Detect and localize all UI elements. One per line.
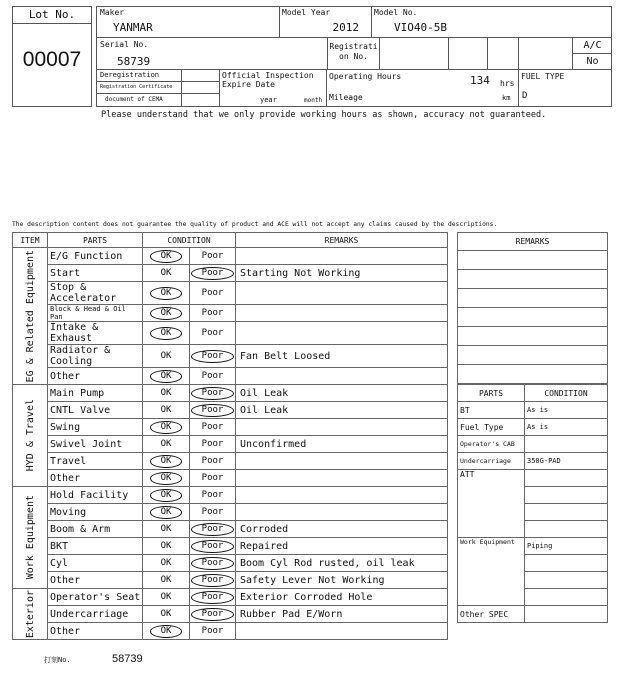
ok-label: OK (160, 405, 172, 415)
registration-cell-4 (519, 38, 573, 70)
part-name: Swivel Joint (48, 436, 143, 453)
deregistration-label: Deregistration (97, 70, 182, 82)
table-row (13, 589, 448, 606)
fuel-type-value: D (522, 91, 528, 101)
att-cell (525, 487, 608, 504)
poor-selected-circle: Poor (191, 557, 235, 570)
inspection-label-1: Official Inspection (222, 71, 314, 80)
ok-label: OK (160, 592, 172, 602)
poor-label: Poor (201, 439, 224, 449)
hours-notice: Please understand that we only provide working hours as shown, accuracy not guaranteed. (101, 110, 547, 120)
inspection-table (12, 232, 448, 640)
table-row (13, 402, 448, 419)
table-row (13, 470, 448, 487)
right-remarks-header: REMARKS (458, 233, 608, 251)
right-remarks-cell (458, 327, 608, 346)
table-row (13, 322, 448, 345)
table-row (13, 521, 448, 538)
right-remarks-cell (458, 346, 608, 365)
spec-table (457, 384, 608, 623)
poor-label: Poor (201, 507, 224, 517)
hours-cell (327, 70, 519, 107)
part-name: Other (48, 470, 143, 487)
condition-ok[interactable] (143, 589, 190, 606)
remarks-cell (236, 504, 448, 521)
stamp-value: 58739 (112, 653, 143, 665)
remarks-cell (236, 282, 448, 305)
att-cell (525, 470, 608, 487)
ok-selected-circle: OK (150, 625, 183, 638)
lot-box (12, 6, 92, 107)
ok-label: OK (160, 558, 172, 568)
serial-value: 58739 (117, 55, 151, 68)
table-row (13, 265, 448, 282)
spec-part: BT (458, 402, 525, 419)
table-row (13, 572, 448, 589)
condition-ok[interactable] (143, 453, 190, 470)
hrs-unit: hrs (500, 79, 515, 88)
table-row (13, 385, 448, 402)
table-row (13, 282, 448, 305)
item-group (13, 487, 48, 589)
condition-poor[interactable] (190, 368, 236, 385)
spec-condition-header: CONDITION (525, 385, 608, 402)
remarks-cell: Corroded (236, 521, 448, 538)
table-header-row (13, 233, 448, 248)
reg-cert-label: Registration Certificate (97, 82, 182, 94)
spec-condition: As is (525, 419, 608, 436)
table-row (13, 368, 448, 385)
other-spec-label: Other SPEC (458, 606, 525, 623)
poor-label: Poor (201, 288, 224, 298)
work-equipment-value: Piping (525, 538, 608, 555)
item-group (13, 589, 48, 640)
part-name: Undercarriage (48, 606, 143, 623)
condition-ok[interactable] (143, 555, 190, 572)
poor-label: Poor (201, 490, 224, 500)
condition-poor[interactable] (190, 538, 236, 555)
spec-row (458, 436, 608, 453)
part-name: Other (48, 572, 143, 589)
model-no-label: Model No. (374, 8, 418, 17)
spec-part: Fuel Type (458, 419, 525, 436)
item-group-label: Work Equipment (24, 495, 36, 580)
condition-ok[interactable] (143, 385, 190, 402)
remarks-cell: Safety Lever Not Working (236, 572, 448, 589)
condition-poor[interactable] (190, 453, 236, 470)
table-row (13, 453, 448, 470)
condition-header: CONDITION (143, 233, 236, 248)
condition-ok[interactable] (143, 572, 190, 589)
ok-selected-circle: OK (150, 250, 183, 263)
part-name: Main Pump (48, 385, 143, 402)
part-name: Moving (48, 504, 143, 521)
item-group-label: HYD & Travel (24, 399, 36, 472)
remarks-cell: Fan Belt Loosed (236, 345, 448, 368)
poor-label: Poor (201, 328, 224, 338)
condition-ok[interactable] (143, 470, 190, 487)
remarks-header: REMARKS (236, 233, 448, 248)
item-group-label: Exterior (24, 589, 36, 639)
ok-selected-circle: OK (150, 307, 183, 320)
maker-cell (97, 7, 280, 38)
ac-label: A/C (573, 38, 612, 54)
item-group-label: EG & Related Equipment (24, 249, 36, 383)
month-label: month (304, 97, 323, 104)
stamp-label: 打刻No. (44, 656, 71, 664)
work-equipment-label: Work Equipment (458, 538, 525, 606)
inspection-label-2: Expire Date (222, 80, 275, 89)
condition-ok[interactable] (143, 368, 190, 385)
right-remarks-cell (458, 289, 608, 308)
poor-selected-circle: Poor (191, 608, 235, 621)
poor-label: Poor (201, 251, 224, 261)
part-name: Stop & Accelerator (48, 282, 143, 305)
ok-label: OK (160, 575, 172, 585)
remarks-cell: Boom Cyl Rod rusted, oil leak (236, 555, 448, 572)
parts-header: PARTS (48, 233, 143, 248)
right-remarks-cell (458, 270, 608, 289)
table-row (13, 248, 448, 265)
ok-label: OK (160, 609, 172, 619)
condition-poor[interactable] (190, 282, 236, 305)
registration-label: Registrati on No. (327, 38, 380, 70)
reg-cert-cell (182, 82, 220, 94)
part-name: Operator's Seat (48, 589, 143, 606)
serial-label: Serial No. (100, 40, 149, 49)
condition-ok[interactable] (143, 487, 190, 504)
part-name: Cyl (48, 555, 143, 572)
table-row (13, 538, 448, 555)
cema-label: document of CEMA (97, 94, 182, 107)
work-equipment-cell (525, 555, 608, 572)
remarks-cell: Rubber Pad E/Worn (236, 606, 448, 623)
poor-selected-circle: Poor (191, 350, 235, 363)
condition-ok[interactable] (143, 265, 190, 282)
condition-ok[interactable] (143, 402, 190, 419)
ok-label: OK (160, 351, 172, 361)
att-cell (525, 504, 608, 521)
spec-row (458, 453, 608, 470)
model-no-value: VIO40-5B (394, 21, 447, 34)
part-name: Boom & Arm (48, 521, 143, 538)
maker-value: YANMAR (113, 21, 153, 34)
poor-label: Poor (201, 456, 224, 466)
att-label: ATT (458, 470, 525, 538)
condition-ok[interactable] (143, 436, 190, 453)
remarks-cell: Oil Leak (236, 402, 448, 419)
part-name: Intake & Exhaust (48, 322, 143, 345)
ok-selected-circle: OK (150, 506, 183, 519)
condition-ok[interactable] (143, 606, 190, 623)
table-row (13, 487, 448, 504)
ok-label: OK (160, 541, 172, 551)
part-name: Hold Facility (48, 487, 143, 504)
poor-selected-circle: Poor (191, 267, 235, 280)
fuel-type-cell (519, 70, 612, 107)
condition-poor[interactable] (190, 555, 236, 572)
table-row (13, 305, 448, 322)
right-remarks-table (457, 232, 608, 384)
operating-hours-value: 134 (470, 74, 490, 87)
mileage-label: Mileage (329, 93, 363, 102)
serial-cell (97, 38, 327, 70)
condition-ok[interactable] (143, 521, 190, 538)
condition-ok[interactable] (143, 623, 190, 640)
part-name: CNTL Valve (48, 402, 143, 419)
item-header: ITEM (13, 233, 48, 248)
right-remarks-cell (458, 308, 608, 327)
remarks-cell: Exterior Corroded Hole (236, 589, 448, 606)
ok-selected-circle: OK (150, 472, 183, 485)
poor-label: Poor (201, 371, 224, 381)
spec-part: Operator's CAB (458, 436, 525, 453)
condition-poor[interactable] (190, 248, 236, 265)
ok-selected-circle: OK (150, 489, 183, 502)
lot-label: Lot No. (13, 7, 91, 24)
spec-row (458, 419, 608, 436)
condition-poor[interactable] (190, 487, 236, 504)
remarks-cell: Unconfirmed (236, 436, 448, 453)
ok-selected-circle: OK (150, 327, 183, 340)
remarks-cell (236, 305, 448, 322)
right-remarks-cell (458, 365, 608, 384)
work-equipment-cell (525, 589, 608, 606)
disclaimer: The description content does not guarantee the quality of product and ACE will not accept any claims caused by the descriptions. (12, 221, 498, 228)
condition-ok[interactable] (143, 345, 190, 368)
year-label: year (260, 96, 277, 104)
ok-selected-circle: OK (150, 421, 183, 434)
model-no-cell (372, 7, 612, 38)
part-name: Other (48, 368, 143, 385)
spec-condition (525, 436, 608, 453)
other-spec-cell (525, 606, 608, 623)
condition-poor[interactable] (190, 504, 236, 521)
condition-ok[interactable] (143, 282, 190, 305)
remarks-cell (236, 487, 448, 504)
fuel-type-label: FUEL TYPE (521, 72, 565, 81)
ok-selected-circle: OK (150, 370, 183, 383)
ok-label: OK (160, 388, 172, 398)
part-name: Other (48, 623, 143, 640)
table-row (13, 606, 448, 623)
ok-label: OK (160, 268, 172, 278)
model-year-cell (280, 7, 372, 38)
remarks-cell: Oil Leak (236, 385, 448, 402)
table-row (13, 623, 448, 640)
ac-value: No (573, 54, 612, 70)
header-box (96, 6, 612, 107)
condition-ok[interactable] (143, 504, 190, 521)
item-group (13, 385, 48, 487)
spec-condition: As is (525, 402, 608, 419)
remarks-cell (236, 453, 448, 470)
poor-selected-circle: Poor (191, 574, 235, 587)
poor-label: Poor (201, 473, 224, 483)
condition-ok[interactable] (143, 419, 190, 436)
part-name: BKT (48, 538, 143, 555)
ok-selected-circle: OK (150, 455, 183, 468)
condition-poor[interactable] (190, 345, 236, 368)
poor-selected-circle: Poor (191, 404, 235, 417)
condition-ok[interactable] (143, 305, 190, 322)
maker-label: Maker (100, 8, 125, 17)
model-year-label: Model Year (282, 8, 331, 17)
condition-poor[interactable] (190, 623, 236, 640)
remarks-cell (236, 623, 448, 640)
spec-part: Undercarriage (458, 453, 525, 470)
remarks-cell: Starting Not Working (236, 265, 448, 282)
table-row (13, 504, 448, 521)
inspection-cell (220, 70, 327, 107)
table-row (13, 555, 448, 572)
spec-parts-header: PARTS (458, 385, 525, 402)
right-remarks-cell (458, 251, 608, 270)
condition-ok[interactable] (143, 322, 190, 345)
work-equipment-cell (525, 572, 608, 589)
remarks-cell (236, 470, 448, 487)
ok-label: OK (160, 524, 172, 534)
condition-poor[interactable] (190, 589, 236, 606)
condition-poor[interactable] (190, 436, 236, 453)
part-name: Block & Head & Oil Pan (48, 305, 143, 322)
ok-label: OK (160, 439, 172, 449)
part-name: Swing (48, 419, 143, 436)
condition-poor[interactable] (190, 322, 236, 345)
spec-condition: 350G-PAD (525, 453, 608, 470)
condition-ok[interactable] (143, 538, 190, 555)
part-name: E/G Function (48, 248, 143, 265)
lot-value: 00007 (22, 48, 82, 71)
registration-cell-1 (380, 38, 449, 70)
table-row (13, 436, 448, 453)
registration-cell-3 (488, 38, 519, 70)
remarks-cell (236, 419, 448, 436)
poor-selected-circle: Poor (191, 387, 235, 400)
poor-selected-circle: Poor (191, 523, 235, 536)
ok-selected-circle: OK (150, 287, 183, 300)
cema-cell (182, 94, 220, 107)
poor-selected-circle: Poor (191, 540, 235, 553)
att-cell (525, 521, 608, 538)
table-row (13, 345, 448, 368)
condition-poor[interactable] (190, 402, 236, 419)
remarks-cell: Repaired (236, 538, 448, 555)
condition-poor[interactable] (190, 521, 236, 538)
poor-label: Poor (201, 308, 224, 318)
operating-hours-label: Operating Hours (329, 72, 402, 81)
condition-poor[interactable] (190, 265, 236, 282)
condition-poor[interactable] (190, 572, 236, 589)
part-name: Radiator & Cooling (48, 345, 143, 368)
part-name: Start (48, 265, 143, 282)
poor-selected-circle: Poor (191, 591, 235, 604)
condition-poor[interactable] (190, 305, 236, 322)
table-row (13, 419, 448, 436)
condition-poor[interactable] (190, 606, 236, 623)
part-name: Travel (48, 453, 143, 470)
remarks-cell (236, 248, 448, 265)
model-year-value: 2012 (332, 21, 359, 34)
poor-label: Poor (201, 422, 224, 432)
condition-ok[interactable] (143, 248, 190, 265)
item-group (13, 248, 48, 385)
registration-cell-2 (449, 38, 488, 70)
deregistration-cell (182, 70, 220, 82)
condition-poor[interactable] (190, 419, 236, 436)
remarks-cell (236, 368, 448, 385)
remarks-cell (236, 322, 448, 345)
poor-label: Poor (201, 626, 224, 636)
condition-poor[interactable] (190, 385, 236, 402)
km-unit: km (502, 94, 511, 102)
condition-poor[interactable] (190, 470, 236, 487)
spec-row (458, 402, 608, 419)
